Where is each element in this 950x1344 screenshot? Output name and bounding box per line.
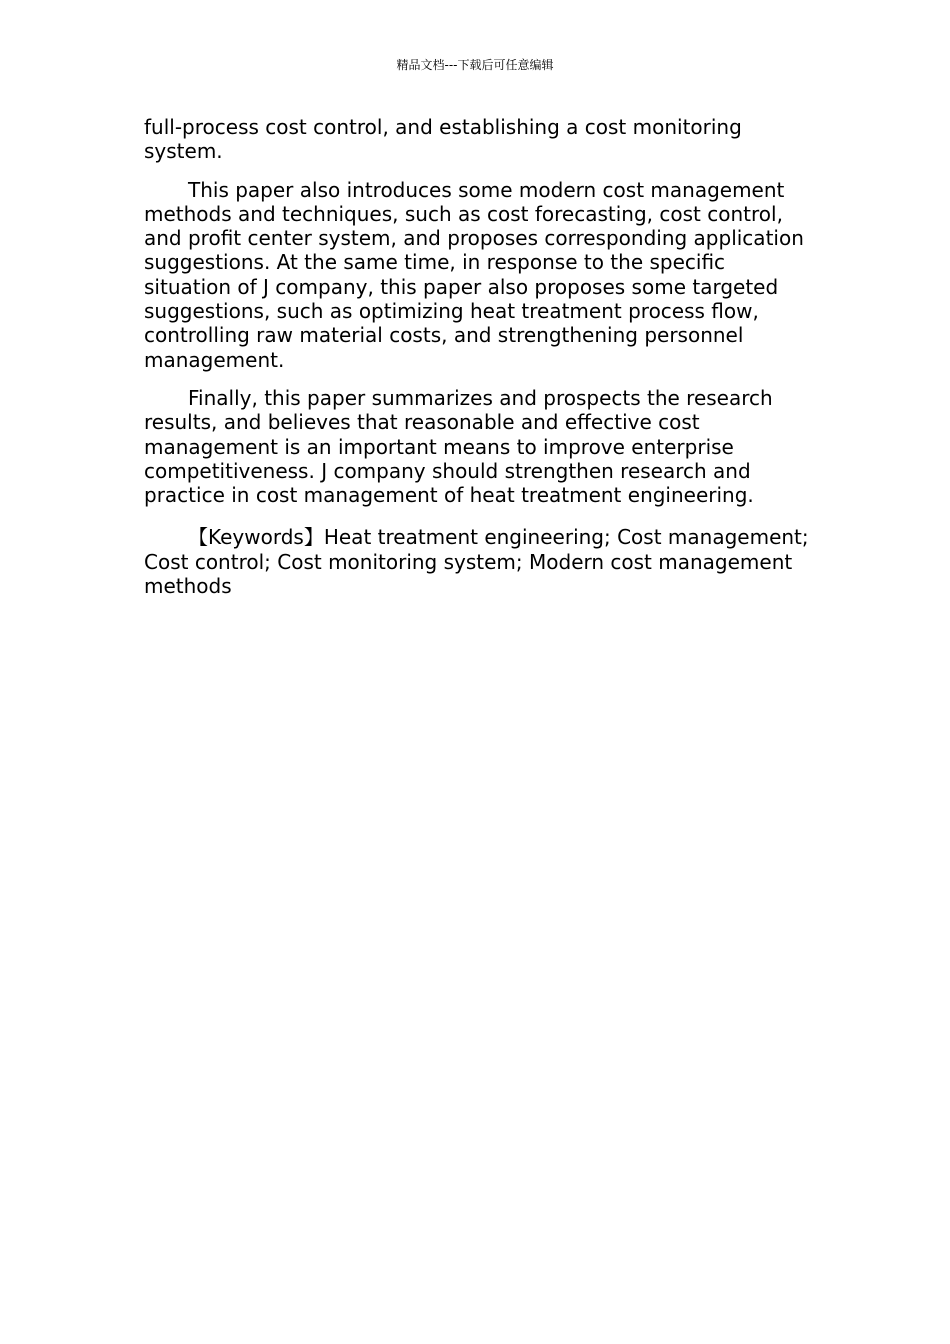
page-header: 精品文档---下载后可任意编辑: [396, 58, 554, 72]
paragraph-methods: This paper also introduces some modern cost management methods and techniques, such as cost forecasting, cost control, and profit center system, and proposes corresponding application suggestions. At the same time, in response to the specific situation of J company, this paper also proposes some targeted suggestions, such as optimizing heat treatment process flow, controlling raw material costs, and strengthening personnel management.: [144, 177, 804, 372]
keywords-paragraph: 【Keywords】Heat treatment engineering; Cost management; Cost control; Cost monitoring system; Modern cost management methods: [144, 525, 809, 599]
paragraph-conclusion: Finally, this paper summarizes and prospects the research results, and believes that reasonable and effective cost management is an important means to improve enterprise competitiveness. J company should strengthen research and practice in cost management of heat treatment engineering.: [144, 385, 773, 508]
document-body: [144, 115, 809, 612]
paragraph-continued: full-process cost control, and establishing a cost monitoring system.: [144, 115, 742, 164]
